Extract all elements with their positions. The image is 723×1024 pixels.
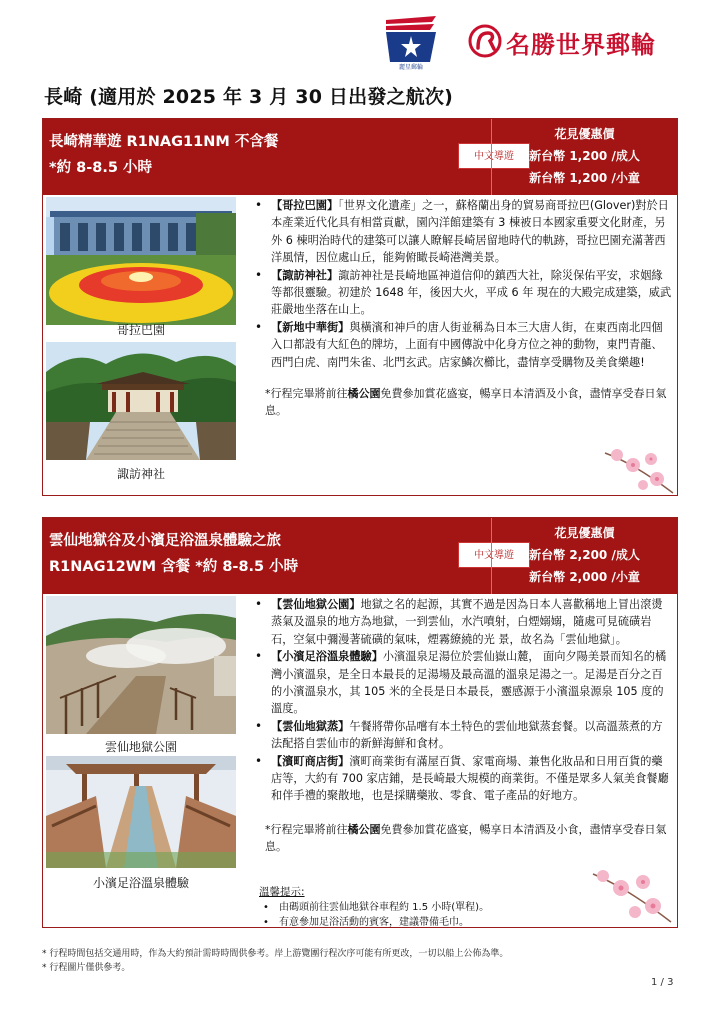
obama-footbath-photo xyxy=(46,756,236,868)
star-cruises-logo-text: 麗星郵輪 xyxy=(398,64,423,71)
note-keyword: 橘公園 xyxy=(347,387,381,401)
tip-item: • 有意參加足浴活動的賓客，建議帶備毛巾。 xyxy=(259,915,489,930)
tips-list xyxy=(259,900,489,930)
item-keyword: 【濱町商店街】 xyxy=(271,754,350,768)
tour-note xyxy=(253,821,673,855)
list-item xyxy=(253,753,673,805)
price-title: 花見優惠價 xyxy=(554,127,615,141)
tip-item: • 由碼頭前往雲仙地獄谷車程約 1.5 小時(單程)。 xyxy=(259,900,489,915)
item-text: 諏訪神社是長崎地區神道信仰的鎮西大社，除災保佑平安，求姻緣等都很靈驗。初建於 1648 年，後因大火，平成 6 年 現在的大殿完成建築，威武莊嚴地坐落在山上。 xyxy=(271,268,672,317)
star-cruises-emblem-icon xyxy=(380,14,442,64)
tour-name-line2: R1NAG12WM 含餐 *約 8-8.5 小時 xyxy=(49,559,299,575)
item-text: 濱町商業街有滿屋百貨、家電商場、兼售化妝品和日用百貨的藥店等，大約有 700 家店鋪，是長崎最大規模的商業街。不僅是眾多人氣美食餐廳和伴手禮的聚散地，也是採購藥妝、零食、電子產品的好地方。 xyxy=(271,754,669,803)
item-keyword: 【哥拉巴園】 xyxy=(271,199,339,212)
tour-section-1 xyxy=(42,118,678,496)
photo-caption: 哥拉巴園 xyxy=(116,323,165,337)
list-item xyxy=(253,319,673,371)
photo-caption: 雲仙地獄公園 xyxy=(104,740,177,754)
tour-section-2 xyxy=(42,517,678,928)
photo-caption: 小濱足浴溫泉體驗 xyxy=(92,876,189,890)
item-keyword: 【新地中華街】 xyxy=(271,320,350,334)
photo-caption: 諏訪神社 xyxy=(116,467,165,481)
price-adult: 新台幣 2,200 /成人 xyxy=(529,548,640,562)
item-text: 午餐將帶你品嚐有本土特色的雲仙地獄蒸套餐。以高溫蒸煮的方法配搭自雲仙市的新鮮海鮮和食材。 xyxy=(271,719,663,751)
tour-name-line1: 雲仙地獄谷及小濱足浴溫泉體驗之旅 xyxy=(49,533,281,549)
page-number: 1 / 3 xyxy=(651,977,674,988)
note-text: 免費參加賞花盛宴，暢享日本清酒及小食，盡情享受春日氣息。 xyxy=(265,822,667,853)
item-keyword: 【諏訪神社】 xyxy=(271,268,339,282)
price-box xyxy=(491,119,677,195)
price-box xyxy=(491,518,677,594)
tour-name-line1: 長崎精華遊 R1NAG11NM 不含餐 xyxy=(49,134,279,150)
brand-name: 名勝世界郵輪 xyxy=(506,30,656,59)
tour-header xyxy=(43,119,677,195)
item-keyword: 【雲仙地獄蒸】 xyxy=(271,719,350,733)
list-item xyxy=(253,267,673,319)
guide-badge: 中文導遊 xyxy=(458,143,530,169)
price-adult: 新台幣 1,200 /成人 xyxy=(529,149,640,163)
footnote: * 行程圖片僅供參考。 xyxy=(42,963,131,973)
tour-name xyxy=(49,528,298,580)
unzen-jigoku-photo xyxy=(46,596,236,734)
footnotes xyxy=(42,947,508,975)
list-item xyxy=(253,197,673,267)
tour-header xyxy=(43,518,677,594)
list-item xyxy=(253,648,673,718)
item-text: 與橫濱和神戶的唐人街並稱為日本三大唐人街，在東西南北四個入口都設有大紅色的牌坊，上面有中國傳說中化身方位之神的動物，東門青龍、西門白虎、南門朱雀、北門玄武。店家鱗次櫛比，盡情享受購物及美食樂趣! xyxy=(271,320,663,369)
note-keyword: 橘公園 xyxy=(347,822,381,836)
tour-name xyxy=(49,129,278,181)
item-keyword: 【雲仙地獄公園】 xyxy=(271,598,361,611)
list-item xyxy=(253,596,673,648)
tour-note xyxy=(253,385,673,419)
item-keyword: 【小濱足浴溫泉體驗】 xyxy=(271,650,383,664)
price-title: 花見優惠價 xyxy=(554,526,615,540)
resorts-world-emblem-icon xyxy=(468,24,502,58)
guide-badge: 中文導遊 xyxy=(458,542,530,568)
tips-title: 溫馨提示: xyxy=(259,886,305,898)
item-text: 「世界文化遺產」之一，蘇格蘭出身的貿易商哥拉巴(Glover)對於日本產業近代化具有相當貢獻，園內洋館建築有 3 棟被日本國家重要文化財產，另外 6 棟明治時代的建築可以讓人瞭解長崎居留地時代的軌跡，哥拉巴園充滿著西洋風情，因位處山丘，能夠俯瞰長崎港灣美景。 xyxy=(271,199,669,265)
price-child: 新台幣 1,200 /小童 xyxy=(529,171,640,185)
tour-name-line2: *約 8-8.5 小時 xyxy=(49,160,152,176)
suwa-shrine-photo xyxy=(46,342,236,460)
footnote: * 行程時間包括交通用時，作為大約預計需時時間供參考。岸上游覽團行程次序可能有所更改，一切以船上公佈為準。 xyxy=(42,949,509,959)
note-text: *行程完畢將前往 xyxy=(265,387,348,401)
list-item xyxy=(253,718,673,753)
resorts-world-cruises-logo xyxy=(468,22,678,64)
cherry-blossom-icon xyxy=(603,443,675,497)
page-title: 長崎 (適用於 2025 年 3 月 30 日出發之航次) xyxy=(44,86,454,108)
tour-description xyxy=(253,596,673,855)
price-child: 新台幣 2,000 /小童 xyxy=(529,570,640,584)
item-text: 地獄之名的起源，其實不過是因為日本人喜歡稱地上冒出滾燙蒸氣及溫泉的地方為地獄，一到雲仙，水汽噴射，白煙嫋嫋，隨處可見硫磺岩石，空氣中彌漫著硫磺的氣味，煙霧繚繞的光 景，故名為「雲仙地獄」。 xyxy=(271,598,663,646)
item-text: 小濱溫泉足湯位於雲仙嶽山麓， 面向夕陽美景而知名的橘灣小濱溫泉，是全日本最長的足湯場及最高溫的溫泉足湯之一。足湯是百分之百的小濱溫泉水，其 105 米的全長是日本最長，靈感源于小濱溫泉源泉 105 度的溫度。 xyxy=(271,650,667,716)
note-text: *行程完畢將前往 xyxy=(265,822,348,836)
note-text: 免費參加賞花盛宴，暢享日本清酒及小食，盡情享受春日氣息。 xyxy=(265,387,667,418)
glover-garden-photo xyxy=(46,197,236,325)
tour-description xyxy=(253,197,673,419)
cherry-blossom-icon xyxy=(591,866,675,926)
